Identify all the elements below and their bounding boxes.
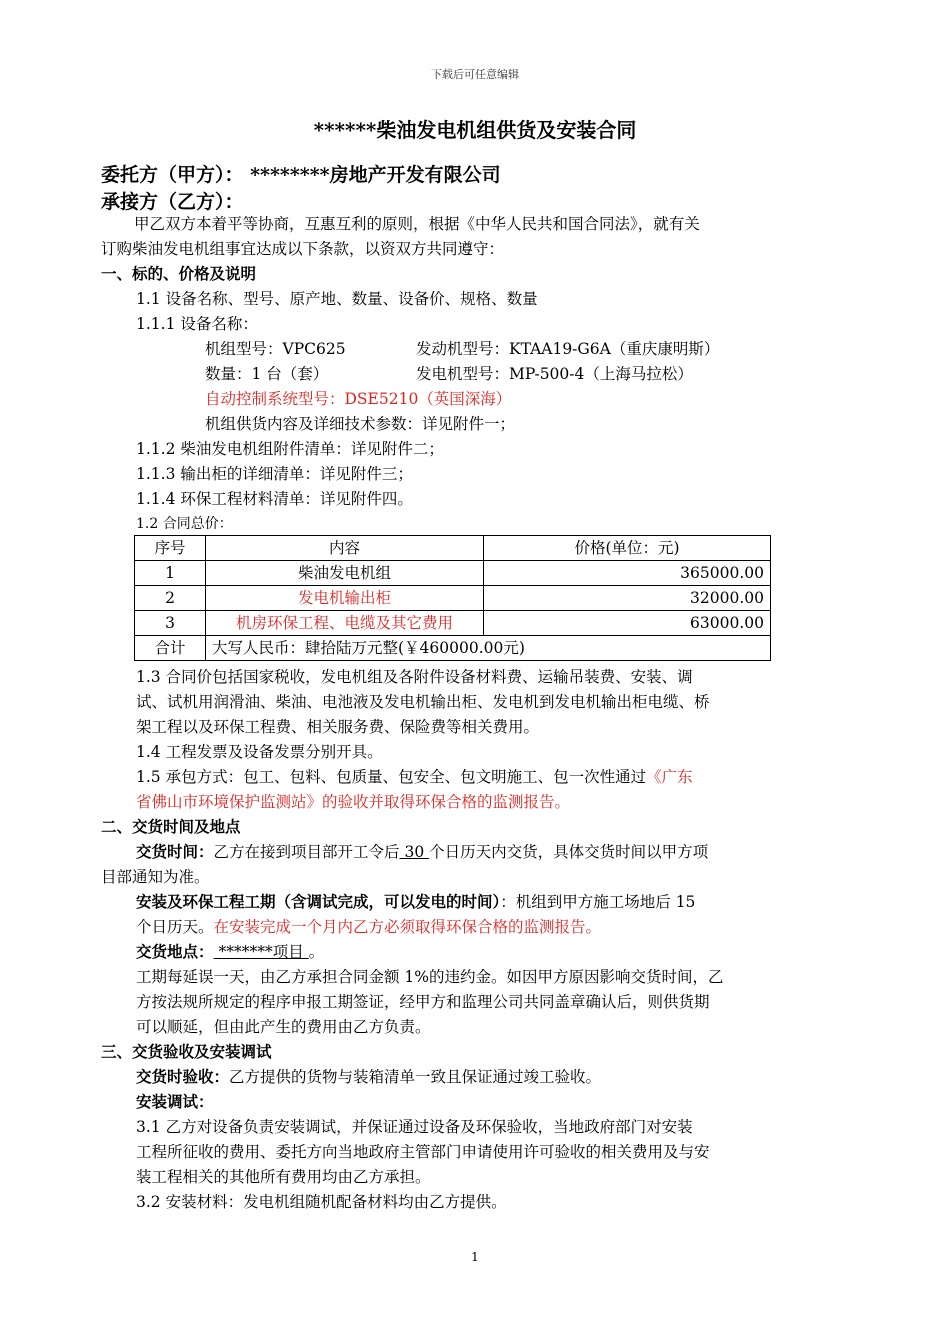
unit-model: 机组型号：VPC625 bbox=[205, 340, 346, 358]
supply-scope: 机组供货内容及详细技术参数：详见附件一； bbox=[205, 415, 516, 433]
acceptance-line bbox=[136, 1066, 601, 1088]
install-period-label: 安装及环保工程工期（含调试完成，可以发电的时间） bbox=[136, 892, 501, 911]
row-price: 365000.00 bbox=[484, 561, 771, 586]
delivery-time-line bbox=[136, 841, 708, 863]
price-table bbox=[134, 535, 771, 661]
section-2-title: 二、交货时间及地点 bbox=[101, 817, 241, 836]
clause-1-1-2: 1.1.2 柴油发电机组附件清单：详见附件二； bbox=[136, 440, 444, 458]
party-b: 承接方（乙方）： bbox=[101, 191, 244, 213]
clause-3-1-line-1: 3.1 乙方对设备负责安装调试，并保证通过设备及环保验收，当地政府部门对安装 bbox=[136, 1118, 693, 1136]
clause-1-5-line-1 bbox=[136, 766, 693, 788]
install-period-text: ：机组到甲方施工场地后 15 bbox=[500, 893, 696, 911]
delivery-time-line-2: 目部通知为准。 bbox=[101, 868, 210, 886]
engine-model: 发动机型号：KTAA19-G6A（重庆康明斯） bbox=[416, 340, 720, 358]
clause-3-1-line-3: 装工程相关的其他所有费用均由乙方承担。 bbox=[136, 1168, 431, 1186]
row-price: 32000.00 bbox=[484, 586, 771, 611]
clause-3-2: 3.2 安装材料：发电机组随机配备材料均由乙方提供。 bbox=[136, 1193, 507, 1211]
clause-1-2: 1.2 合同总价： bbox=[136, 516, 233, 532]
delivery-time-label: 交货时间： bbox=[136, 842, 214, 861]
section-1-title: 一、标的、价格及说明 bbox=[101, 264, 257, 283]
row-no: 2 bbox=[135, 586, 206, 611]
clause-1-1-3: 1.1.3 输出柜的详细清单：详见附件三； bbox=[136, 465, 413, 483]
contract-title: ******柴油发电机组供货及安装合同 bbox=[313, 118, 637, 142]
header-no: 序号 bbox=[135, 536, 206, 561]
delivery-place-line bbox=[136, 941, 324, 963]
acceptance-text: 乙方提供的货物与装箱清单一致且保证通过竣工验收。 bbox=[229, 1068, 602, 1086]
row-content: 柴油发电机组 bbox=[206, 561, 484, 586]
debug-label: 安装调试： bbox=[136, 1092, 214, 1111]
row-no: 3 bbox=[135, 611, 206, 636]
delay-line-1: 工期每延误一天，由乙方承担合同金额 1%的违约金。如因甲方原因影响交货时间，乙 bbox=[136, 968, 724, 986]
delay-line-2: 方按法规所规定的程序申报工期签证，经甲方和监理公司共同盖章确认后，则供货期 bbox=[136, 993, 710, 1011]
acceptance-label: 交货时验收： bbox=[136, 1067, 230, 1086]
intro-line-2: 订购柴油发电机组事宜达成以下条款，以资双方共同遵守： bbox=[101, 240, 505, 258]
clause-1-4: 1.4 工程发票及设备发票分别开具。 bbox=[136, 743, 383, 761]
clause-1-3-line-1: 1.3 合同价包括国家税收，发电机组及各附件设备材料费、运输吊装费、安装、调 bbox=[136, 668, 693, 686]
total-value: 大写人民币：肆拾陆万元整(￥460000.00元) bbox=[206, 636, 771, 661]
header-content: 内容 bbox=[206, 536, 484, 561]
table-row bbox=[135, 611, 771, 636]
table-row bbox=[135, 561, 771, 586]
install-period-line bbox=[136, 891, 695, 913]
party-a: 委托方（甲方）： ********房地产开发有限公司 bbox=[101, 164, 501, 186]
clause-1-5-line-2: 省佛山市环境保护监测站》的验收并取得环保合格的监测报告。 bbox=[136, 793, 571, 811]
delivery-time-text-2: 个日历天内交货，具体交货时间以甲方项 bbox=[429, 843, 709, 861]
table-row bbox=[135, 586, 771, 611]
install-period-line-2 bbox=[136, 916, 601, 938]
clause-1-5-red: 《广东 bbox=[646, 768, 693, 786]
clause-1-3-line-2: 试、试机用润滑油、柴油、电池液及发电机输出柜、发电机到发电机输出柜电缆、桥 bbox=[136, 693, 710, 711]
total-label: 合计 bbox=[135, 636, 206, 661]
delivery-place-label: 交货地点： bbox=[136, 942, 214, 961]
header-price: 价格(单位：元) bbox=[484, 536, 771, 561]
header-note: 下载后可任意编辑 bbox=[431, 68, 519, 81]
clause-1-5-text: 1.5 承包方式：包工、包料、包质量、包安全、包文明施工、包一次性通过 bbox=[136, 768, 647, 786]
row-price: 63000.00 bbox=[484, 611, 771, 636]
page-number: 1 bbox=[471, 1250, 479, 1264]
row-content: 机房环保工程、电缆及其它费用 bbox=[206, 611, 484, 636]
alternator-model: 发电机型号：MP-500-4（上海马拉松） bbox=[416, 365, 693, 383]
clause-3-1-line-2: 工程所征收的费用、委托方向当地政府主管部门申请使用许可验收的相关费用及与安 bbox=[136, 1143, 710, 1161]
clause-1-1-1: 1.1.1 设备名称： bbox=[136, 315, 258, 333]
install-period-red: 在安装完成一个月内乙方必须取得环保合格的监测报告。 bbox=[213, 918, 602, 936]
table-total-row bbox=[135, 636, 771, 661]
table-header-row bbox=[135, 536, 771, 561]
section-3-title: 三、交货验收及安装调试 bbox=[101, 1042, 272, 1061]
controller-model: 自动控制系统型号：DSE5210（英国深海） bbox=[205, 390, 512, 408]
clause-1-1-4: 1.1.4 环保工程材料清单：详见附件四。 bbox=[136, 490, 413, 508]
quantity: 数量：1 台（套） bbox=[205, 365, 329, 383]
row-content: 发电机输出柜 bbox=[206, 586, 484, 611]
clause-1-3-line-3: 架工程以及环保工程费、相关服务费、保险费等相关费用。 bbox=[136, 718, 540, 736]
delivery-days: 30 bbox=[399, 843, 430, 861]
install-period-days: 个日历天。 bbox=[136, 918, 214, 936]
delay-line-3: 可以顺延，但由此产生的费用由乙方负责。 bbox=[136, 1018, 431, 1036]
delivery-time-text: 乙方在接到项目部开工令后 bbox=[213, 843, 400, 861]
intro-line-1: 甲乙双方本着平等协商，互惠互利的原则，根据《中华人民共和国合同法》，就有关 bbox=[134, 215, 700, 233]
delivery-place-end: 。 bbox=[308, 943, 325, 961]
clause-1-1: 1.1 设备名称、型号、原产地、数量、设备价、规格、数量 bbox=[136, 290, 538, 308]
row-no: 1 bbox=[135, 561, 206, 586]
delivery-place-value: *******项目 bbox=[213, 943, 309, 961]
